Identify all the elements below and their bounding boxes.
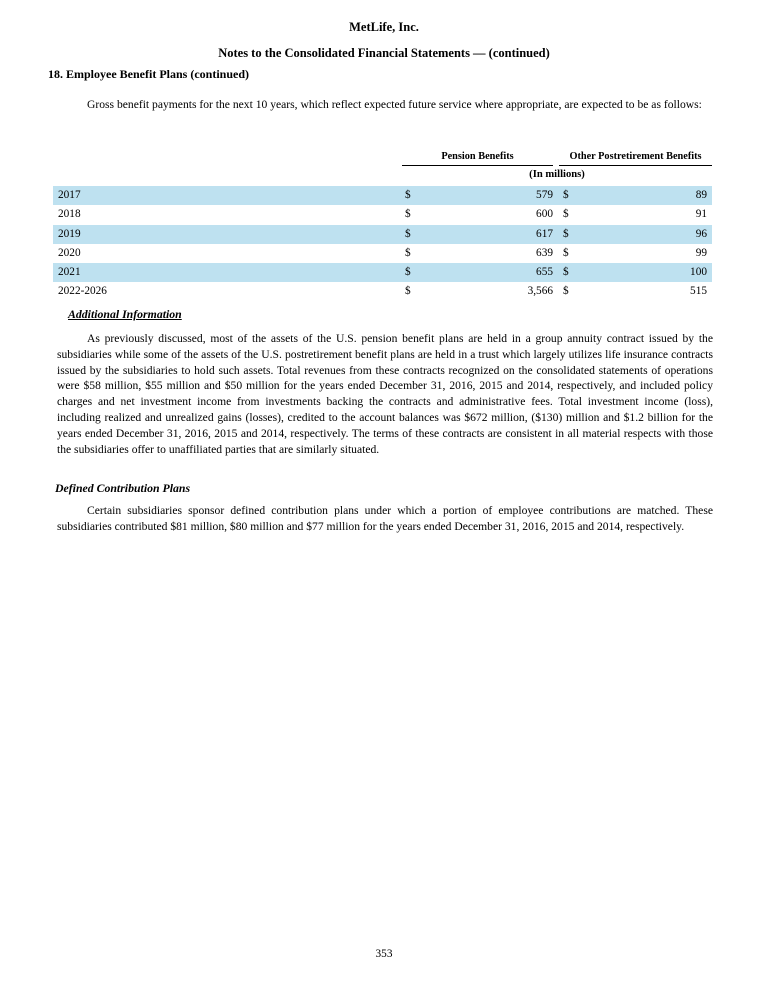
- additional-information-heading: Additional Information: [68, 307, 182, 321]
- dollar-sign: $: [405, 266, 411, 279]
- row-period: 2018: [58, 208, 81, 221]
- pension-amount: 655: [536, 266, 553, 279]
- pension-benefits-cell: [405, 244, 553, 263]
- dollar-sign: $: [405, 208, 411, 221]
- pension-amount: 617: [536, 227, 553, 240]
- header-rule-other: [559, 165, 712, 166]
- dollar-sign: $: [405, 227, 411, 240]
- pension-benefits-cell: [405, 186, 553, 205]
- other-postretirement-cell: [563, 225, 707, 244]
- other-amount: 91: [695, 208, 707, 221]
- intro-paragraph: Gross benefit payments for the next 10 years, which reflect expected future service where appropriate, are expected to be as follows:: [87, 98, 702, 111]
- dollar-sign: $: [563, 227, 569, 240]
- other-postretirement-cell: [563, 186, 707, 205]
- other-amount: 99: [695, 246, 707, 259]
- other-amount: 96: [695, 227, 707, 240]
- units-label: (In millions): [529, 169, 585, 180]
- row-period: 2019: [58, 227, 81, 240]
- table-row: [53, 186, 712, 205]
- gross-benefit-payments-table: [53, 150, 712, 302]
- pension-amount: 600: [536, 208, 553, 221]
- additional-information-paragraph: As previously discussed, most of the assets of the U.S. pension benefit plans are held in a group annuity contract issued by the subsidiaries while some of the assets of the U.S. postretirement benefit plans are held in a trust which largely utilizes life insurance contracts issued by the subsidiaries to hold such assets. Total revenues from these contracts recognized on the consolidated statements of operations were $58 million, $55 million and $50 million for the years ended December 31, 2016, 2015 and 2014, respectively, and included policy charges and net investment income from investments backing the contracts and administrative fees. Total investment income (loss), including realized and unrealized gains (losses), credited to the account balances was $672 million, ($130) million and $1.2 billion for the years ended December 31, 2016, 2015 and 2014, respectively. The terms of these contracts are consistent in all material respects with those the subsidiaries offer to unaffiliated parties that are similarly situated.: [57, 332, 713, 456]
- table-row: [53, 244, 712, 263]
- company-title: MetLife, Inc.: [349, 20, 419, 34]
- table-row: [53, 282, 712, 301]
- pension-benefits-cell: [405, 205, 553, 224]
- other-postretirement-cell: [563, 263, 707, 282]
- dollar-sign: $: [563, 189, 569, 201]
- dollar-sign: $: [563, 208, 569, 221]
- other-postretirement-cell: [563, 282, 707, 301]
- pension-benefits-cell: [405, 263, 553, 282]
- pension-amount: 579: [536, 189, 553, 201]
- pension-amount: 639: [536, 246, 553, 259]
- pension-amount: 3,566: [527, 285, 553, 298]
- row-period: 2017: [58, 189, 81, 201]
- defined-contribution-plans-paragraph: Certain subsidiaries sponsor defined contribution plans under which a portion of employee contributions are matched. These subsidiaries contributed $81 million, $80 million and $77 million for the years ended December 31, 2016, 2015 and 2014, respectively.: [57, 504, 713, 533]
- table-row: [53, 225, 712, 244]
- dollar-sign: $: [405, 246, 411, 259]
- column-header-other-postretirement-benefits: Other Postretirement Benefits: [569, 151, 702, 162]
- table-row: [53, 205, 712, 224]
- table-row: [53, 263, 712, 282]
- column-header-pension-benefits: Pension Benefits: [441, 151, 514, 162]
- note-section-heading: 18. Employee Benefit Plans (continued): [48, 67, 249, 81]
- other-postretirement-cell: [563, 244, 707, 263]
- dollar-sign: $: [563, 246, 569, 259]
- table-header: [53, 150, 712, 186]
- dollar-sign: $: [563, 266, 569, 279]
- defined-contribution-plans-heading: Defined Contribution Plans: [55, 481, 191, 495]
- other-postretirement-cell: [563, 205, 707, 224]
- other-amount: 89: [695, 189, 707, 201]
- other-amount: 100: [690, 266, 707, 279]
- dollar-sign: $: [405, 285, 411, 298]
- row-period: 2020: [58, 246, 81, 259]
- other-amount: 515: [690, 285, 707, 298]
- dollar-sign: $: [563, 285, 569, 298]
- pension-benefits-cell: [405, 225, 553, 244]
- row-period: 2021: [58, 266, 81, 279]
- row-period: 2022-2026: [58, 285, 107, 298]
- page-number: 353: [375, 948, 393, 960]
- dollar-sign: $: [405, 189, 411, 201]
- header-rule-pension: [402, 165, 553, 166]
- pension-benefits-cell: [405, 282, 553, 301]
- document-title: Notes to the Consolidated Financial Statements — (continued): [218, 46, 550, 60]
